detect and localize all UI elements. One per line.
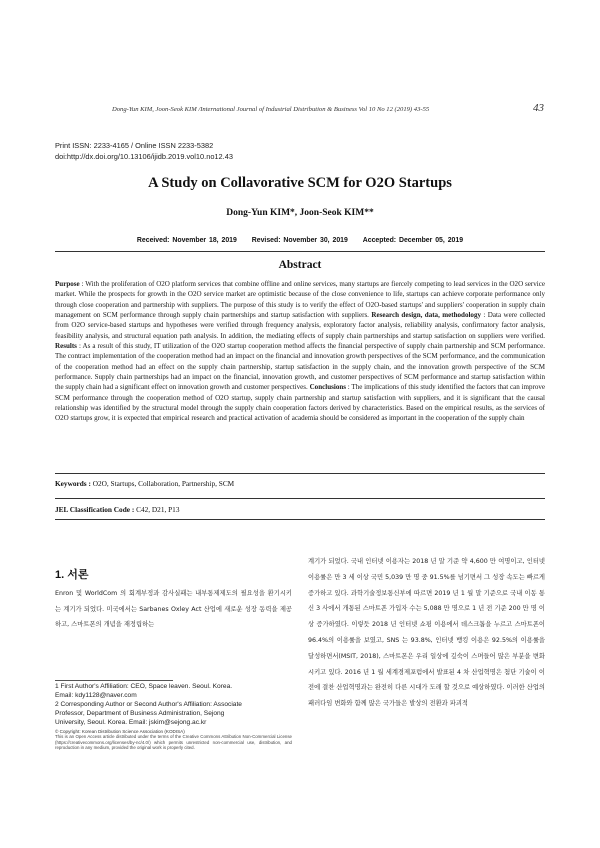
footnotes	[55, 683, 292, 750]
jel-text: C42, D21, P13	[134, 505, 180, 514]
jel-divider	[55, 519, 545, 520]
issn-line: Print ISSN: 2233-4165 / Online ISSN 2233-5382	[55, 141, 214, 150]
page-number: 43	[533, 102, 544, 114]
keywords-label: Keywords :	[55, 479, 91, 488]
footnote-2-department: Professor, Department of Business Administration, Sejong	[55, 709, 225, 717]
footnote-2-affiliation: 2 Corresponding Author or Second Author's Affiliation: Associate	[55, 700, 242, 708]
received-date: Received: November 18, 2019	[136, 237, 237, 244]
accepted-date: Accepted: December 05, 2019	[362, 237, 464, 244]
authors: Dong-Yun KIM*, Joon-Seok KIM**	[226, 208, 374, 218]
running-head: Dong-Yun KIM, Joon-Seok KIM /International Journal of Industrial Distribution & Business Vol 10 No 12 (2019) 43-55	[112, 106, 430, 113]
jel-codes	[55, 505, 179, 514]
top-divider	[55, 251, 545, 252]
abstract-body	[55, 279, 545, 424]
keywords-text: O2O, Startups, Collaboration, Partnership, SCM	[90, 479, 235, 488]
doi-link[interactable]: doi:http://dx.doi.org/10.13106/ijidb.2019.vol10.no12.43	[55, 152, 233, 161]
conclusions-label: Conclusions	[309, 383, 346, 392]
method-text: : Data were collected from O2O service-based startups and hypotheses were verified through frequency analysis, exploratory factor analysis, reliability analysis, confirmatory factor analysis, feasibility analysis, and structural equation path analysis. In addition, the mediating effects of supply chain partnerships and startup satisfaction on suppliers were verified.	[55, 311, 546, 340]
footnote-2	[55, 701, 292, 728]
abstract-heading: Abstract	[278, 259, 322, 271]
jel-label: JEL Classification Code :	[55, 505, 135, 514]
footnote-1-email[interactable]: Email: kdy1128@naver.com	[55, 691, 137, 699]
footnote-2-email[interactable]: University, Seoul. Korea. Email: jskim@sejong.ac.kr	[55, 718, 207, 726]
method-label: Research design, data, methodology	[371, 311, 482, 320]
purpose-text: : With the proliferation of O2O platform services that combine offline and online services, many startups are fiercely competing to lead services in the O2O service market. While the prospects for growth in the O2O service market are optimistic because of the close convenience to life, startups can achieve corporate performance only through close cooperation and partnership with suppliers. The purpose of this study is to verify the effect of O2O-based startups' and suppliers' cooperation in supply chain management on SCM performance through supply chain partnerships and startup satisfaction with suppliers.	[55, 280, 545, 320]
abstract-divider	[55, 473, 545, 474]
keywords	[55, 479, 234, 488]
license-notice: This is an Open Access article distributed under the terms of the Creative Commons Attribution Non-Commercial License (https://creativecommons.org/licenses/by-nc/4.0/) which permits unrestricted non-commercial use, distribution, and reproduction in any medium, provided the original work is properly cited.	[55, 734, 292, 750]
conclusions-text: : The implications of this study identified the factors that can improve SCM performance through the cooperation method of O2O startup, supply chain partnership and startup satisfaction with suppliers, and it is significant that the causal relationship was identified by the structural model through the supply chain cooperation factors derived by characteristics. Based on the empirical results, as the services of O2O startups grow, it is expected that empirical research and practical activation of academia should be considered as important in the cooperation of the supply chain	[55, 383, 545, 423]
body-text-right: 계기가 되었다. 국내 인터넷 이용자는 2018 년 말 기준 약 4,600 만 여명이고, 인터넷 이용률은 만 3 세 이상 국민 5,039 만 명 중 91.5%를 넘기면서 그 성장 속도는 빠르게 증가하고 있다. 과학기술정보통신부에 따르면 2019 년 1 월 말 기준으로 국내 이동 통신 3 사에서 개통된 스마트폰 가입자 수는 5,088 만 명으로 1 년 전 기준 200 만 명 이상 증가하였다. 이렇듯 2018 년 인터넷 쇼핑 이용에서 데스크톱을 누르고 스마트폰이 96.4%의 이용률을 보였고, SNS 는 93.8%, 인터넷 뱅킹 이용은 92.5%의 이용률을 달성하면서(MSIT, 2018), 스마트폰은 우리 일상에 깊숙이 스며들어 많은 부분을 변화시키고 있다. 2016 년 1 월 세계경제포럼에서 발표된 4 차 산업혁명은 첨단 기술이 이전에 결찬 산업혁명과는 완전히 다른 시대가 도래 할 것으로 예상하였다. 이러한 산업의 패러다임 변화와 함께 많은 국가들은 발상의 전환과 파괴적	[308, 558, 545, 708]
footnote-divider	[55, 680, 173, 681]
revised-date: Revised: November 30, 2019	[251, 237, 348, 244]
issn-block	[55, 140, 233, 162]
footnote-1	[55, 683, 292, 701]
results-text: : As a result of this study, IT utilization of the O2O startup cooperation method affects the financial perspective of supply chain partnership and SCM performance. The contract implementation of the cooperation method had an impact on the financial and innovation growth perspectives of the SCM performance, and the communication of the cooperation method had an effect on the supply chain partnership, startup satisfaction in the supply chain, and the innovation growth perspective of the SCM performance. Supply chain partnerships had an impact on the financial, innovation growth, and customer perspectives of SCM performance and startup satisfaction within the supply chain had a significant effect on innovation growth and customer perspectives.	[55, 342, 545, 392]
paper-title: A Study on Collavorative SCM for O2O Startups	[148, 175, 452, 191]
footnote-1-affiliation: 1 First Author's Affiliation: CEO, Space leaven. Seoul. Korea.	[55, 683, 233, 690]
purpose-label: Purpose	[55, 280, 80, 288]
section-heading: 1. 서론	[55, 569, 89, 581]
copyright-notice: © Copyright: Korean Distribution Science Association (KODISA)	[55, 728, 185, 734]
keywords-divider	[55, 498, 545, 499]
results-label: Results	[55, 342, 77, 351]
body-text-left: Enron 및 WorldCom 의 회계부정과 감사실패는 내부통제제도의 필요성을 환기시키는 계기가 되었다. 미국에서는 Sarbanes Oxley Act 산업에 새로운 성장 동력을 제공하고, 스마트폰의 개념을 재정립하는	[55, 590, 292, 628]
submission-dates	[0, 237, 600, 244]
